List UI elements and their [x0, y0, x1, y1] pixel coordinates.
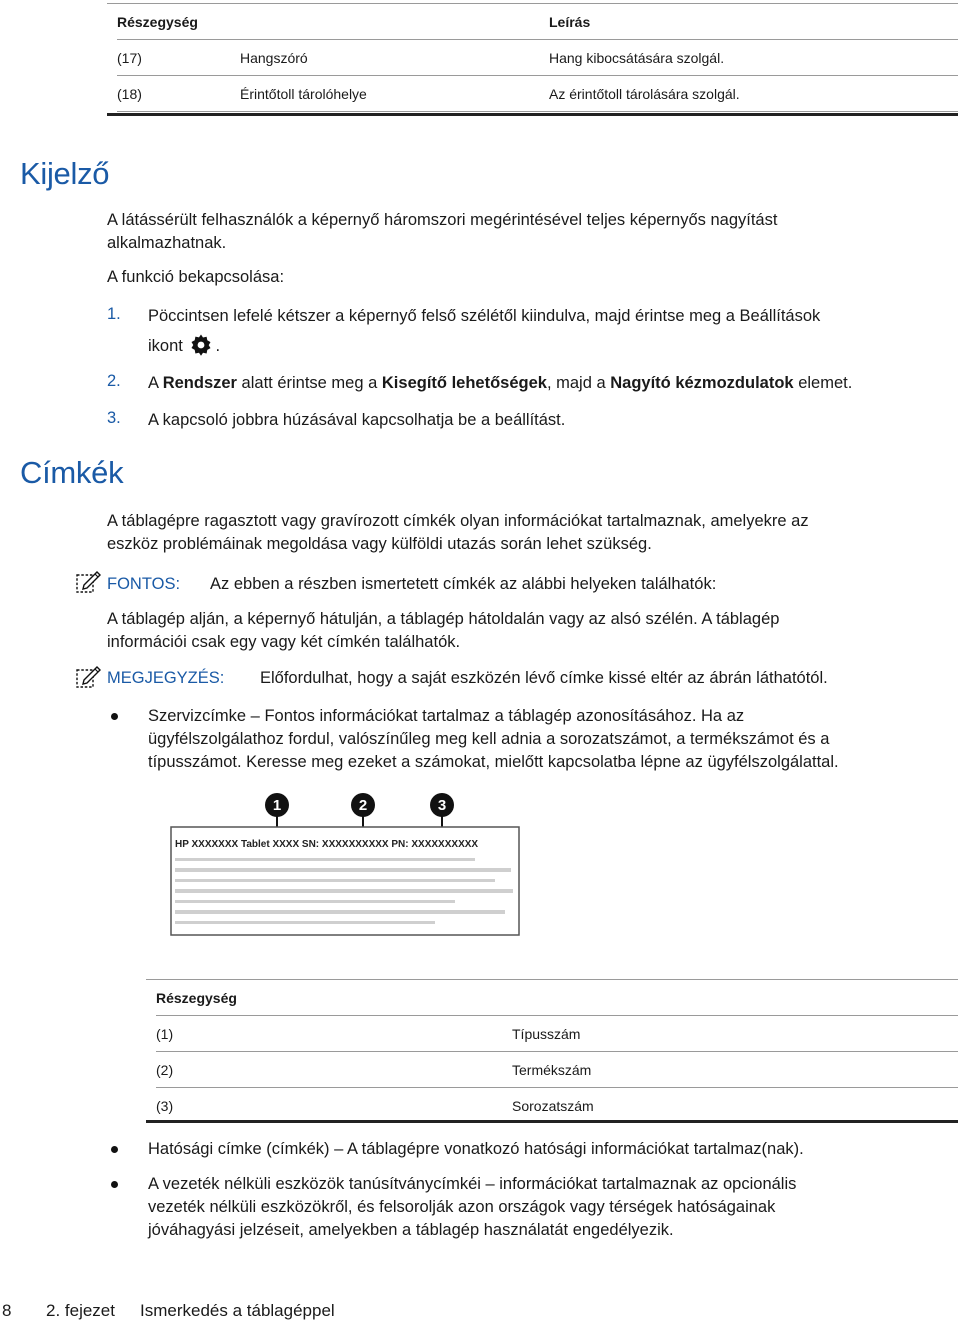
row-number: (1): [156, 1025, 174, 1042]
intro-line: A látássérült felhasználók a képernyő háromszori megérintésével teljes képernyős nagyítást: [107, 211, 778, 229]
kijelzo-enable-text: A funkció bekapcsolása:: [107, 268, 285, 286]
cimkek-intro: [107, 510, 809, 556]
row-description: Típusszám: [512, 1025, 581, 1042]
row-description: Sorozatszám: [512, 1097, 594, 1114]
row-number: (17): [117, 49, 142, 66]
step-1-line: ikont: [148, 337, 183, 355]
intro-line: eszköz problémáinak megoldása vagy külföldi utazás során lehet szükség.: [107, 535, 652, 553]
table-row: [156, 1052, 958, 1088]
step-2-part: , majd a: [546, 374, 611, 392]
step-2-text: [148, 372, 852, 395]
row-number: (3): [156, 1097, 174, 1114]
top-table-bottom-rule: [107, 113, 958, 116]
step-2-bold: Nagyító kézmozdulatok: [610, 374, 794, 392]
important-text: Az ebben a részben ismertetett címkék az alábbi helyeken találhatók:: [210, 575, 717, 593]
note-pencil-icon: [76, 570, 102, 599]
page-number: 8: [2, 1301, 12, 1320]
kijelzo-intro: [107, 209, 777, 255]
header-component: Részegység: [156, 989, 237, 1006]
note-label: MEGJEGYZÉS:: [107, 669, 225, 687]
step-1-line: Pöccintsen lefelé kétszer a képernyő felső szélétől kiindulva, majd érintse meg a Beállítások: [148, 307, 821, 325]
chapter-title: Ismerkedés a táblagéppel: [140, 1301, 335, 1320]
intro-line: A táblagépre ragasztott vagy gravírozott címkék olyan információkat tartalmaznak, amelyekre az: [107, 512, 809, 530]
row-description: Az érintőtoll tárolására szolgál.: [549, 85, 740, 102]
wireless-label-line: vezeték nélküli eszközökről, és felsorolják azon országok vagy térségek hatóságainak: [148, 1198, 776, 1216]
regulatory-label-text: Hatósági címke (címkék) – A táblagépre vonatkozó hatósági információkat tartalmaz(nak).: [148, 1140, 804, 1158]
label-component-table: [156, 980, 958, 1123]
svg-text:2: 2: [358, 797, 368, 814]
gear-icon: [189, 333, 213, 370]
section-title-cimkek: Címkék: [20, 455, 124, 490]
table-row: [117, 40, 958, 76]
step-2-part: A: [148, 374, 163, 392]
row-name: Hangszóró: [240, 49, 308, 66]
bullet: [111, 713, 118, 720]
chapter-label: 2. fejezet: [46, 1301, 115, 1320]
note-pencil-icon: [76, 665, 102, 694]
row-number: (2): [156, 1061, 174, 1078]
service-label-illustration: [170, 792, 520, 937]
label-id-text: HP XXXXXXX Tablet XXXX SN: XXXXXXXXXX PN: XXXXXXXXXX: [175, 839, 479, 850]
table-header-row: [117, 4, 958, 40]
note-text: Előfordulhat, hogy a saját eszközén lévő címke kissé eltér az ábrán láthatótól.: [260, 669, 828, 687]
step-number: 2.: [107, 372, 121, 390]
lower-table-bottom-rule: [146, 1120, 958, 1123]
header-component: Részegység: [117, 13, 198, 30]
table-header-row: [156, 980, 958, 1016]
component-table: [117, 4, 958, 112]
wireless-label-line: A vezeték nélküli eszközök tanúsítványcímkéi – információkat tartalmaznak az opcionális: [148, 1175, 797, 1193]
bullet: [111, 1146, 118, 1153]
row-description: Termékszám: [512, 1061, 592, 1078]
step-3-text: A kapcsoló jobbra húzásával kapcsolhatja be a beállítást.: [148, 411, 566, 429]
table-row: [156, 1088, 958, 1124]
step-1-line: .: [215, 337, 221, 355]
service-label-line: ügyfélszolgálathoz fordul, valószínűleg meg kell adnia a sorozatszámot, a termékszámot és a: [148, 730, 830, 748]
service-label-text: [148, 705, 839, 774]
step-number: 1.: [107, 305, 121, 323]
service-label-line: Szervizcímke – Fontos információkat tartalmaz a táblagép azonosításához. Ha az: [148, 707, 745, 725]
svg-text:3: 3: [437, 797, 447, 814]
svg-text:1: 1: [272, 797, 282, 814]
row-name: Érintőtoll tárolóhelye: [240, 85, 367, 102]
important-body-line: A táblagép alján, a képernyő hátulján, a táblagép hátoldalán vagy az alsó szélén. A táblagép: [107, 610, 780, 628]
table-row: [156, 1016, 958, 1052]
step-2-part: elemet.: [793, 374, 853, 392]
step-1-text: [148, 305, 948, 370]
wireless-label-text: [148, 1173, 796, 1242]
important-body-line: információi csak egy vagy két címkén találhatók.: [107, 633, 461, 651]
intro-line: alkalmazhatnak.: [107, 234, 227, 252]
table-row: [117, 76, 958, 112]
row-description: Hang kibocsátására szolgál.: [549, 49, 725, 66]
important-body: [107, 608, 779, 654]
step-2-bold: Kisegítő lehetőségek: [381, 374, 547, 392]
section-title-kijelzo: Kijelző: [20, 156, 110, 191]
bullet: [111, 1181, 118, 1188]
row-number: (18): [117, 85, 142, 102]
step-2-bold: Rendszer: [162, 374, 237, 392]
step-number: 3.: [107, 409, 121, 427]
step-2-part: alatt érintse meg a: [236, 374, 382, 392]
service-label-line: típusszámot. Keresse meg ezeket a számokat, mielőtt kapcsolatba lépne az ügyfélszolgálattal.: [148, 753, 839, 771]
important-label: FONTOS:: [107, 575, 181, 593]
header-description: Leírás: [549, 13, 591, 30]
wireless-label-line: jóváhagyási jelzéseit, amelyekben a táblagép használatát engedélyezik.: [148, 1221, 674, 1239]
